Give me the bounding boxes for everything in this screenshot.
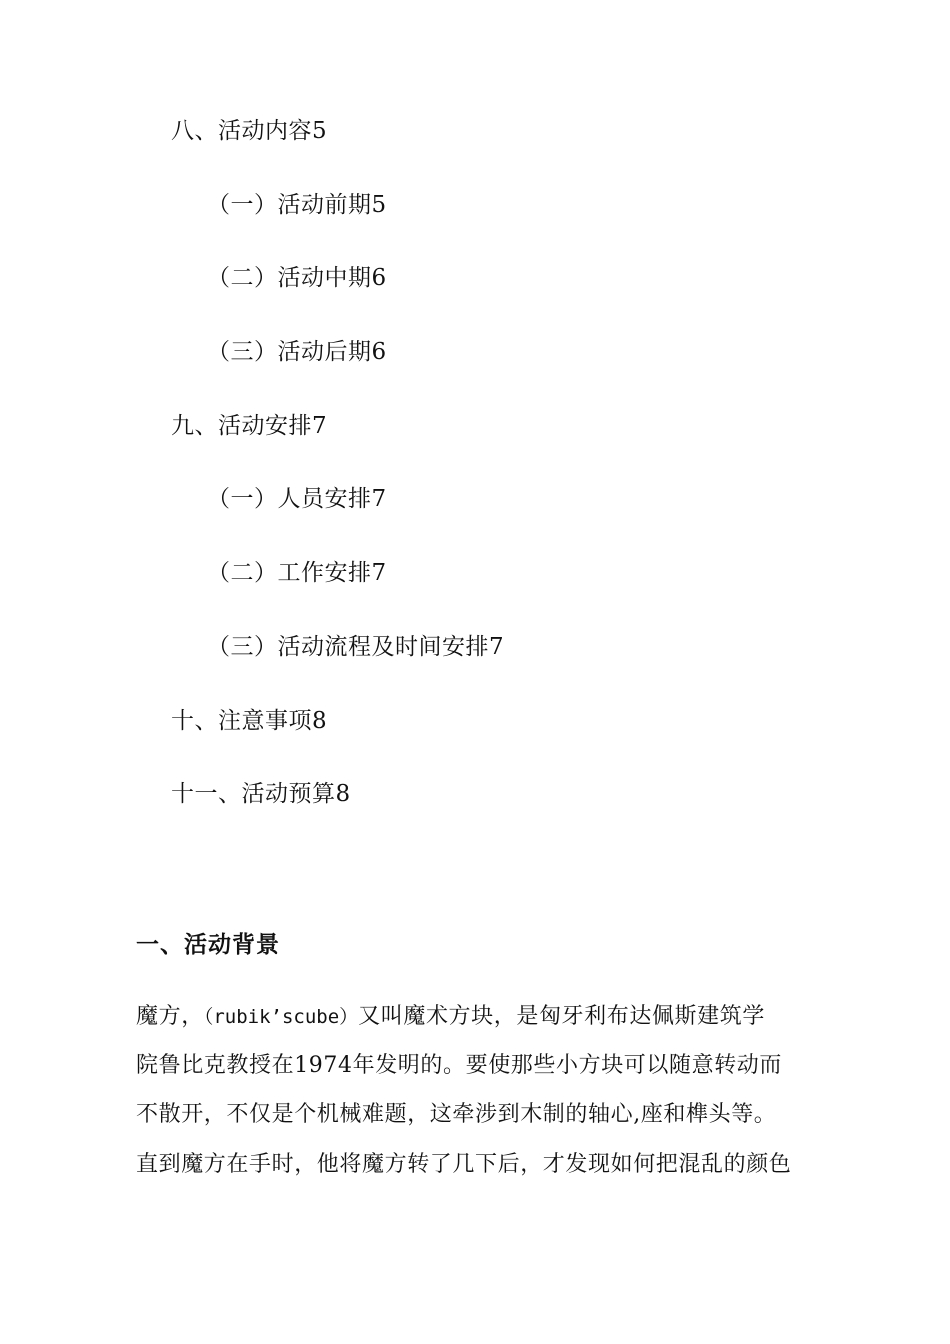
toc-item[interactable]: 九、活动安排7 <box>171 413 328 439</box>
toc-item[interactable]: （三）活动后期6 <box>207 339 387 365</box>
toc-item[interactable]: 十、注意事项8 <box>171 708 328 734</box>
body-text-segment: 又叫魔术方块，是匈牙利布达佩斯建筑学 <box>358 1004 765 1029</box>
toc-item[interactable]: 八、活动内容5 <box>171 118 328 144</box>
toc-item[interactable]: （二）活动中期6 <box>207 265 387 291</box>
toc-item[interactable]: 十一、活动预算8 <box>171 781 351 807</box>
body-line <box>136 1002 765 1032</box>
body-line: 院鲁比克教授在1974年发明的。要使那些小方块可以随意转动而 <box>136 1053 782 1078</box>
body-line: 不散开，不仅是个机械难题，这牵涉到木制的轴心,座和榫头等。 <box>136 1102 777 1127</box>
section-heading: 一、活动背景 <box>136 932 280 958</box>
toc-item[interactable]: （三）活动流程及时间安排7 <box>207 634 505 660</box>
body-text-segment: 魔方， <box>136 1004 204 1029</box>
toc-item[interactable]: （一）人员安排7 <box>207 486 387 512</box>
toc-item[interactable]: （二）工作安排7 <box>207 560 387 586</box>
body-text-term: （rubik’scube） <box>203 1006 359 1028</box>
toc-item[interactable]: （一）活动前期5 <box>207 192 387 218</box>
body-line: 直到魔方在手时，他将魔方转了几下后，才发现如何把混乱的颜色 <box>136 1152 792 1177</box>
